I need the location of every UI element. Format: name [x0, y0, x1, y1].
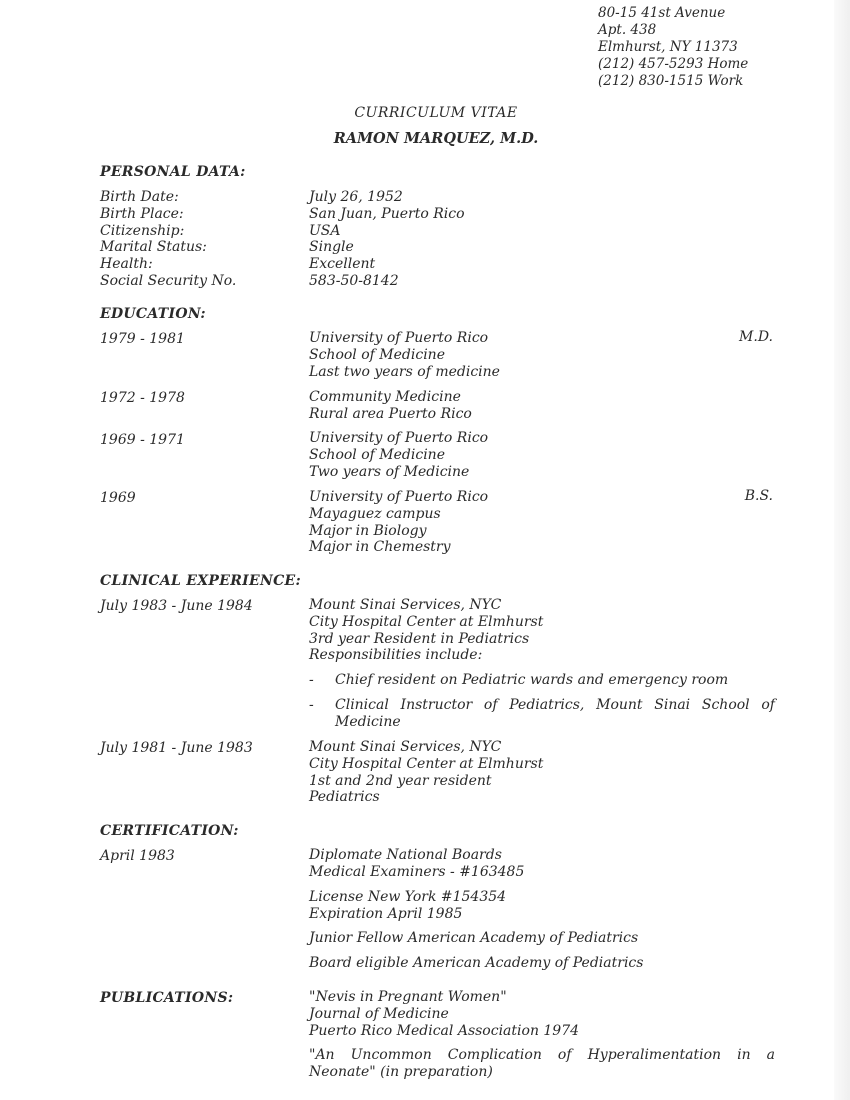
personal-value: July 26, 1952 [309, 189, 403, 205]
address-city: Elmhurst, NY 11373 [598, 39, 738, 55]
clinical-line: 3rd year Resident in Pediatrics [309, 630, 530, 647]
personal-value: San Juan, Puerto Rico [309, 205, 465, 222]
personal-data-heading: PERSONAL DATA: [100, 164, 246, 180]
certification-date: April 1983 [100, 848, 175, 864]
clinical-line: Mount Sinai Services, NYC [309, 597, 502, 613]
certification-group [309, 847, 524, 881]
education-dates: 1969 [100, 490, 136, 506]
education-entry [309, 489, 488, 556]
address-block [598, 5, 748, 90]
clinical-line: 1st and 2nd year resident [309, 772, 492, 789]
education-degree: B.S. [744, 488, 773, 504]
clinical-bullet [309, 672, 775, 689]
education-heading: EDUCATION: [100, 306, 206, 322]
personal-label: Marital Status: [100, 239, 207, 256]
education-entry [309, 430, 488, 480]
personal-labels [100, 189, 236, 290]
education-line: University of Puerto Rico [309, 430, 489, 446]
certification-line: Medical Examiners - #163485 [309, 863, 525, 880]
personal-value: USA [309, 222, 341, 239]
person-name: RAMON MARQUEZ, M.D. [333, 130, 539, 147]
certification-group [309, 889, 506, 923]
clinical-line: City Hospital Center at Elmhurst [309, 613, 544, 630]
publications-heading: PUBLICATIONS: [100, 990, 234, 1006]
education-degree: M.D. [739, 329, 773, 345]
certification-line: Junior Fellow American Academy of Pediatrics [309, 930, 639, 946]
education-line: Community Medicine [309, 389, 461, 405]
clinical-line: Mount Sinai Services, NYC [309, 739, 502, 755]
certification-group [309, 955, 643, 972]
address-work-phone: (212) 830-1515 Work [598, 73, 744, 89]
publication-entry [309, 989, 579, 1039]
clinical-experience-heading: CLINICAL EXPERIENCE: [100, 573, 301, 589]
education-line: University of Puerto Rico [309, 489, 489, 505]
education-line: Last two years of medicine [309, 363, 500, 380]
education-line: School of Medicine [309, 346, 445, 363]
clinical-line: Pediatrics [309, 789, 380, 806]
education-line: Mayaguez campus [309, 505, 441, 522]
education-line: Two years of Medicine [309, 463, 470, 480]
personal-label: Citizenship: [100, 222, 185, 239]
publication-entry: "An Uncommon Complication of Hyperalimentation in a Neonate" (in preparation) [309, 1047, 775, 1080]
personal-label: Health: [100, 256, 153, 273]
clinical-entry [309, 739, 543, 806]
address-apt: Apt. 438 [598, 22, 657, 38]
clinical-line: City Hospital Center at Elmhurst [309, 755, 544, 772]
education-line: University of Puerto Rico [309, 330, 489, 346]
page-edge [834, 0, 850, 1100]
education-dates: 1972 - 1978 [100, 390, 185, 406]
education-dates: 1979 - 1981 [100, 331, 185, 347]
education-line: Rural area Puerto Rico [309, 405, 472, 422]
personal-label: Birth Place: [100, 205, 184, 222]
clinical-dates: July 1981 - June 1983 [100, 740, 253, 756]
certification-heading: CERTIFICATION: [100, 823, 239, 839]
education-entry [309, 389, 472, 423]
personal-value: 583-50-8142 [309, 272, 399, 289]
bullet-dash: - [309, 672, 314, 688]
certification-line: Board eligible American Academy of Pediatrics [309, 955, 644, 971]
address-street: 80-15 41st Avenue [598, 5, 726, 21]
clinical-dates: July 1983 - June 1984 [100, 598, 253, 614]
address-home-phone: (212) 457-5293 Home [598, 56, 749, 72]
clinical-entry [309, 597, 543, 664]
clinical-line: Responsibilities include: [309, 647, 483, 664]
certification-line: Expiration April 1985 [309, 905, 463, 922]
bullet-text: Chief resident on Pediatric wards and emergency room [335, 672, 729, 688]
publication-line: Puerto Rico Medical Association 1974 [309, 1022, 580, 1039]
bullet-dash: - [309, 697, 314, 713]
publication-line: "Nevis in Pregnant Women" [309, 989, 507, 1005]
education-line: Major in Chemestry [309, 539, 451, 556]
document-title: CURRICULUM VITAE [354, 105, 518, 121]
certification-group [309, 930, 638, 947]
bullet-text: Clinical Instructor of Pediatrics, Mount Sinai School of Medicine [335, 697, 775, 730]
education-line: Major in Biology [309, 522, 427, 539]
education-entry [309, 330, 500, 380]
certification-line: Diplomate National Boards [309, 847, 502, 863]
clinical-bullet [309, 697, 775, 731]
personal-label: Social Security No. [100, 272, 237, 289]
publication-line: Journal of Medicine [309, 1005, 449, 1022]
certification-line: License New York #154354 [309, 889, 507, 905]
personal-values [309, 189, 465, 290]
education-dates: 1969 - 1971 [100, 432, 185, 448]
personal-label: Birth Date: [100, 189, 179, 205]
education-line: School of Medicine [309, 446, 445, 463]
personal-value: Single [309, 239, 354, 256]
personal-value: Excellent [309, 256, 376, 273]
